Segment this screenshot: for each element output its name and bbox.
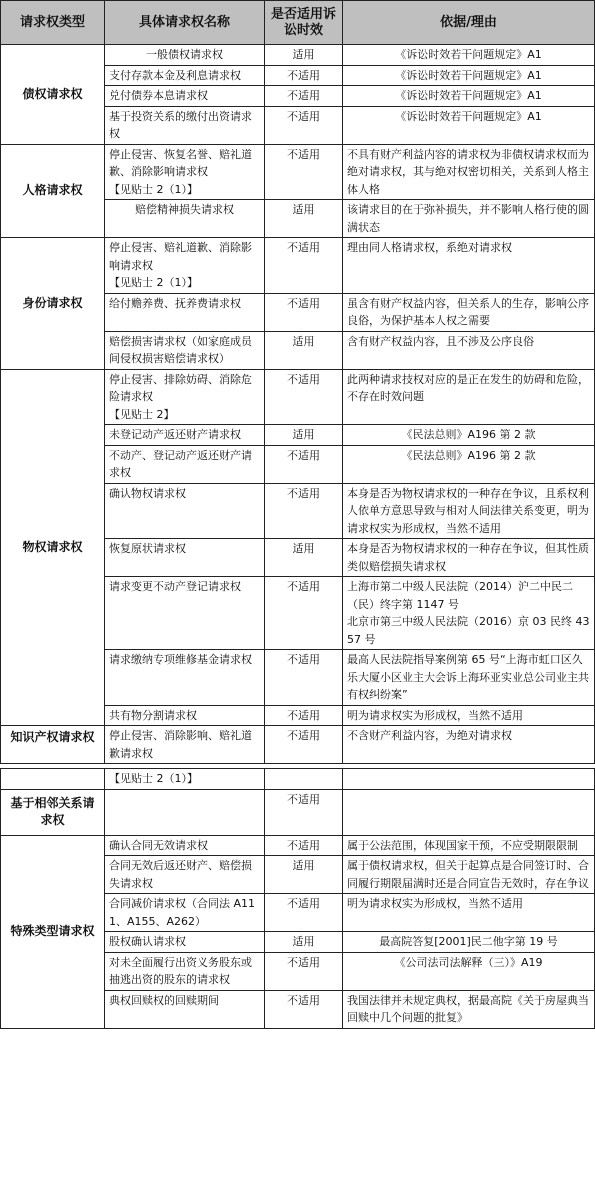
claim-name-text: 停止侵害、赔礼道歉、消除影响请求权	[109, 241, 252, 272]
tip-note: 【见贴士 2】	[109, 407, 175, 421]
category-cell: 物权请求权	[1, 369, 105, 726]
basis-cell	[343, 577, 595, 650]
applies-cell: 不适用	[265, 86, 343, 107]
basis-cell: 属于债权请求权，但关于起算点是合同签订时、合同履行期限届满时还是合同宣告无效时，存在争议	[343, 856, 595, 894]
claim-name: 支付存款本金及利息请求权	[105, 65, 265, 86]
basis-cell: 明为请求权实为形成权，当然不适用	[343, 705, 595, 726]
claim-name: 基于投资关系的缴付出资请求权	[105, 106, 265, 144]
applies-cell: 不适用	[265, 293, 343, 331]
applies-cell: 适用	[265, 856, 343, 894]
tip-note: 【见贴士 2（1）】	[105, 769, 265, 790]
claim-name: 请求变更不动产登记请求权	[105, 577, 265, 650]
claim-name: 赔偿精神损失请求权	[105, 200, 265, 238]
claim-name: 不动产、登记动产返还财产请求权	[105, 445, 265, 483]
table-row	[1, 369, 595, 425]
applies-cell: 不适用	[265, 894, 343, 932]
claim-name	[105, 238, 265, 294]
case-citation: 上海市第二中级人民法院（2014）沪二中民二（民）终字第 1147 号	[347, 580, 573, 611]
table-row	[1, 769, 595, 790]
applies-cell: 不适用	[265, 705, 343, 726]
applies-cell: 不适用	[265, 483, 343, 539]
basis-cell: 《诉讼时效若干问题规定》A1	[343, 86, 595, 107]
basis-cell: 本身是否为物权请求权的一种存在争议，但其性质类似赔偿损失请求权	[343, 539, 595, 577]
claim-name: 赔偿损害请求权（如家庭成员间侵权损害赔偿请求权）	[105, 331, 265, 369]
claim-name: 给付赡养费、抚养费请求权	[105, 293, 265, 331]
applies-cell: 不适用	[265, 65, 343, 86]
tip-note: 【见贴士 2（1）】	[109, 276, 198, 289]
applies-cell: 适用	[265, 200, 343, 238]
basis-cell: 《民法总则》A196 第 2 款	[343, 445, 595, 483]
header-name: 具体请求权名称	[105, 1, 265, 45]
applies-cell: 适用	[265, 932, 343, 953]
claims-table-continued	[0, 768, 595, 1029]
applies-cell: 适用	[265, 331, 343, 369]
category-cell: 身份请求权	[1, 238, 105, 370]
claim-name: 股权确认请求权	[105, 932, 265, 953]
table-row	[1, 835, 595, 856]
applies-cell: 适用	[265, 539, 343, 577]
claim-name: 未登记动产返还财产请求权	[105, 425, 265, 446]
claim-name	[105, 144, 265, 200]
applies-cell: 不适用	[265, 369, 343, 425]
header-type: 请求权类型	[1, 1, 105, 45]
table-row	[1, 726, 595, 764]
basis-cell: 不具有财产利益内容的请求权为非债权请求权而为绝对请求权，其与绝对权密切相关，关系到人格主体人格	[343, 144, 595, 200]
applies-cell: 不适用	[265, 445, 343, 483]
claim-name-text: 停止侵害、排除妨碍、消除危险请求权	[109, 372, 252, 403]
claim-name: 合同减价请求权（合同法 A111、A155、A262）	[105, 894, 265, 932]
empty-cell	[265, 769, 343, 790]
applies-cell: 不适用	[265, 835, 343, 856]
applies-cell: 不适用	[265, 990, 343, 1028]
case-citation: 北京市第三中级人民法院（2016）京 03 民终 4357 号	[347, 615, 590, 646]
applies-cell: 不适用	[265, 650, 343, 706]
category-cell: 知识产权请求权	[1, 726, 105, 764]
claim-name: 恢复原状请求权	[105, 539, 265, 577]
table-row	[1, 45, 595, 66]
header-applies: 是否适用诉讼时效	[265, 1, 343, 45]
empty-cell	[1, 769, 105, 790]
applies-cell: 不适用	[265, 726, 343, 764]
claim-name: 确认物权请求权	[105, 483, 265, 539]
claim-name: 典权回赎权的回赎期间	[105, 990, 265, 1028]
category-cell: 债权请求权	[1, 45, 105, 145]
applies-cell: 不适用	[265, 577, 343, 650]
claim-name	[105, 789, 265, 835]
claim-name	[105, 369, 265, 425]
header-basis: 依据/理由	[343, 1, 595, 45]
claim-name: 一般债权请求权	[105, 45, 265, 66]
applies-cell: 适用	[265, 425, 343, 446]
basis-cell: 该请求目的在于弥补损失，并不影响人格行使的圆满状态	[343, 200, 595, 238]
basis-cell: 本身是否为物权请求权的一种存在争议，且系权利人依单方意思导致与相对人间法律关系变更，明为请求权实为形成权，当然不适用	[343, 483, 595, 539]
basis-cell: 我国法律并未规定典权，据最高院《关于房屋典当回赎中几个问题的批复》	[343, 990, 595, 1028]
basis-cell: 不含财产利益内容，为绝对请求权	[343, 726, 595, 764]
basis-cell: 理由同人格请求权，系绝对请求权	[343, 238, 595, 294]
claim-name-text: 停止侵害、恢复名誉、赔礼道歉、消除影响请求权	[109, 147, 252, 178]
claim-name: 对未全面履行出资义务股东或抽逃出资的股东的请求权	[105, 952, 265, 990]
applies-cell: 适用	[265, 45, 343, 66]
basis-cell	[343, 789, 595, 835]
table-row	[1, 789, 595, 835]
table-row	[1, 238, 595, 294]
claim-name: 兑付债券本息请求权	[105, 86, 265, 107]
claim-name: 共有物分割请求权	[105, 705, 265, 726]
basis-cell: 虽含有财产权益内容，但关系人的生存，影响公序良俗，为保护基本人权之需要	[343, 293, 595, 331]
category-cell: 基于相邻关系请求权	[1, 789, 105, 835]
basis-cell: 明为请求权实为形成权，当然不适用	[343, 894, 595, 932]
claim-name: 停止侵害、消除影响、赔礼道歉请求权	[105, 726, 265, 764]
basis-cell: 属于公法范围，体现国家干预，不应受期限限制	[343, 835, 595, 856]
applies-cell: 不适用	[265, 106, 343, 144]
basis-cell: 此两种请求技权对应的是正在发生的妨碍和危险，不存在时效问题	[343, 369, 595, 425]
claim-name: 请求缴纳专项维修基金请求权	[105, 650, 265, 706]
basis-cell: 《民法总则》A196 第 2 款	[343, 425, 595, 446]
basis-cell: 最高人民法院指导案例第 65 号“上海市虹口区久乐大厦小区业主大会诉上海环亚实业总公司业主共有权纠纷案”	[343, 650, 595, 706]
applies-cell: 不适用	[265, 144, 343, 200]
basis-cell: 《诉讼时效若干问题规定》A1	[343, 106, 595, 144]
basis-cell: 《诉讼时效若干问题规定》A1	[343, 45, 595, 66]
basis-cell: 含有财产权益内容，且不涉及公序良俗	[343, 331, 595, 369]
applies-cell: 不适用	[265, 789, 343, 835]
basis-cell: 《公司法司法解释（三）》A19	[343, 952, 595, 990]
basis-cell: 《诉讼时效若干问题规定》A1	[343, 65, 595, 86]
tip-note: 【见贴士 2（1）】	[109, 182, 198, 196]
applies-cell: 不适用	[265, 238, 343, 294]
applies-cell: 不适用	[265, 952, 343, 990]
basis-cell: 最高院答复[2001]民二他字第 19 号	[343, 932, 595, 953]
claim-name: 合同无效后返还财产、赔偿损失请求权	[105, 856, 265, 894]
category-cell: 特殊类型请求权	[1, 835, 105, 1028]
table-row	[1, 144, 595, 200]
claim-name: 确认合同无效请求权	[105, 835, 265, 856]
category-cell: 人格请求权	[1, 144, 105, 238]
empty-cell	[343, 769, 595, 790]
